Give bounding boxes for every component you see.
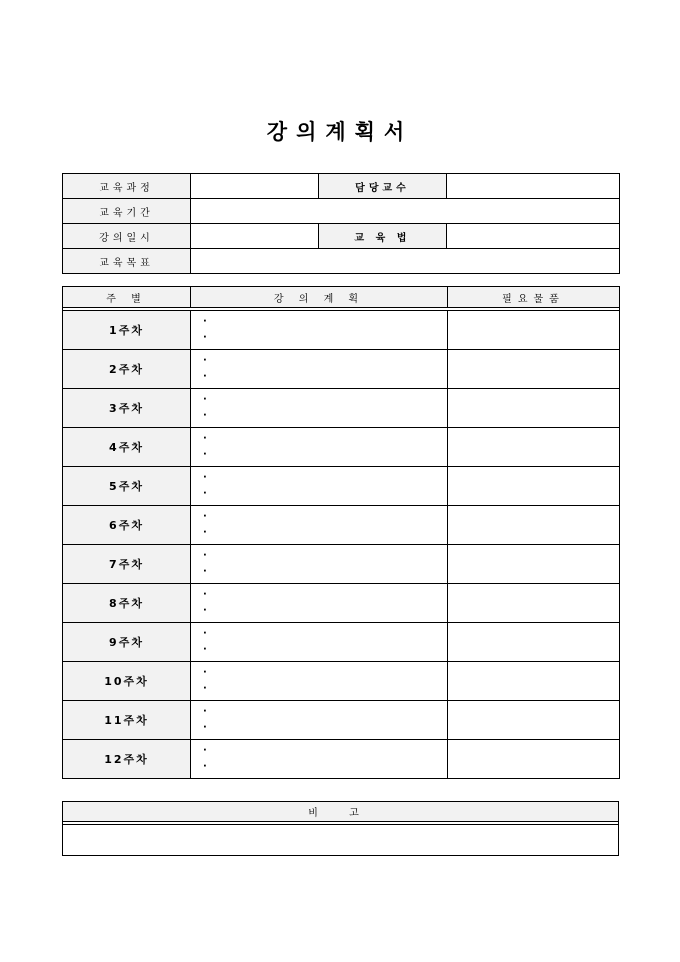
week-plan-field[interactable] [191,623,448,662]
bullet-point: · [203,371,207,382]
week-label: 11주차 [63,701,191,740]
course-label: 교육과정 [63,174,191,199]
week-label: 2주차 [63,350,191,389]
week-row [63,740,620,779]
week-materials-field[interactable] [448,740,620,779]
week-row [63,350,620,389]
week-label: 10주차 [63,662,191,701]
professor-label: 담당교수 [319,174,447,199]
week-column-header: 주 별 [63,287,191,308]
page-title: 강의계획서 [266,120,414,144]
bullet-point: · [203,550,207,561]
week-plan-field[interactable] [191,740,448,779]
week-plan-field[interactable] [191,584,448,623]
bullet-point: · [203,394,207,405]
goal-label: 교육목표 [63,249,191,274]
professor-field[interactable] [447,174,620,199]
remarks-field[interactable] [63,825,619,856]
bullet-point: · [203,410,207,421]
week-label: 5주차 [63,467,191,506]
week-label: 3주차 [63,389,191,428]
goal-field[interactable] [191,249,620,274]
week-materials-field[interactable] [448,584,620,623]
week-plan-field[interactable] [191,545,448,584]
bullet-point: · [203,472,207,483]
course-field[interactable] [191,174,319,199]
bullet-point: · [203,628,207,639]
remarks-table [62,801,619,856]
bullet-point: · [203,332,207,343]
week-label: 6주차 [63,506,191,545]
plan-column-header: 강 의 계 획 [191,287,448,308]
bullet-point: · [203,761,207,772]
week-plan-field[interactable] [191,428,448,467]
period-label: 교육기간 [63,199,191,224]
bullet-point: · [203,683,207,694]
week-label: 12주차 [63,740,191,779]
course-info-table [62,173,620,274]
week-plan-field[interactable] [191,662,448,701]
week-label: 9주차 [63,623,191,662]
bullet-point: · [203,722,207,733]
bullet-point: · [203,433,207,444]
period-field[interactable] [191,199,620,224]
bullet-point: · [203,605,207,616]
week-plan-field[interactable] [191,701,448,740]
datetime-label: 강의일시 [63,224,191,249]
bullet-point: · [203,589,207,600]
week-materials-field[interactable] [448,467,620,506]
bullet-point: · [203,566,207,577]
schedule-table [62,286,620,779]
bullet-point: · [203,527,207,538]
week-row [63,467,620,506]
week-row [63,389,620,428]
bullet-point: · [203,667,207,678]
week-row [63,662,620,701]
week-row [63,623,620,662]
week-plan-field[interactable] [191,467,448,506]
datetime-field[interactable] [191,224,319,249]
week-plan-field[interactable] [191,311,448,350]
method-label: 교 육 법 [319,224,447,249]
bullet-point: · [203,316,207,327]
bullet-point: · [203,706,207,717]
week-label: 1주차 [63,311,191,350]
week-row [63,545,620,584]
week-row [63,428,620,467]
week-materials-field[interactable] [448,506,620,545]
week-row [63,311,620,350]
bullet-point: · [203,511,207,522]
week-materials-field[interactable] [448,623,620,662]
week-label: 4주차 [63,428,191,467]
week-materials-field[interactable] [448,389,620,428]
bullet-point: · [203,355,207,366]
week-plan-field[interactable] [191,389,448,428]
week-label: 8주차 [63,584,191,623]
bullet-point: · [203,745,207,756]
week-row [63,506,620,545]
week-plan-field[interactable] [191,506,448,545]
week-materials-field[interactable] [448,311,620,350]
materials-column-header: 필요물품 [448,287,620,308]
week-materials-field[interactable] [448,662,620,701]
bullet-point: · [203,449,207,460]
bullet-point: · [203,488,207,499]
bullet-point: · [203,644,207,655]
week-materials-field[interactable] [448,545,620,584]
method-field[interactable] [447,224,620,249]
week-label: 7주차 [63,545,191,584]
week-materials-field[interactable] [448,350,620,389]
week-materials-field[interactable] [448,428,620,467]
week-materials-field[interactable] [448,701,620,740]
week-plan-field[interactable] [191,350,448,389]
week-row [63,701,620,740]
week-row [63,584,620,623]
remarks-label: 비 고 [63,802,619,822]
